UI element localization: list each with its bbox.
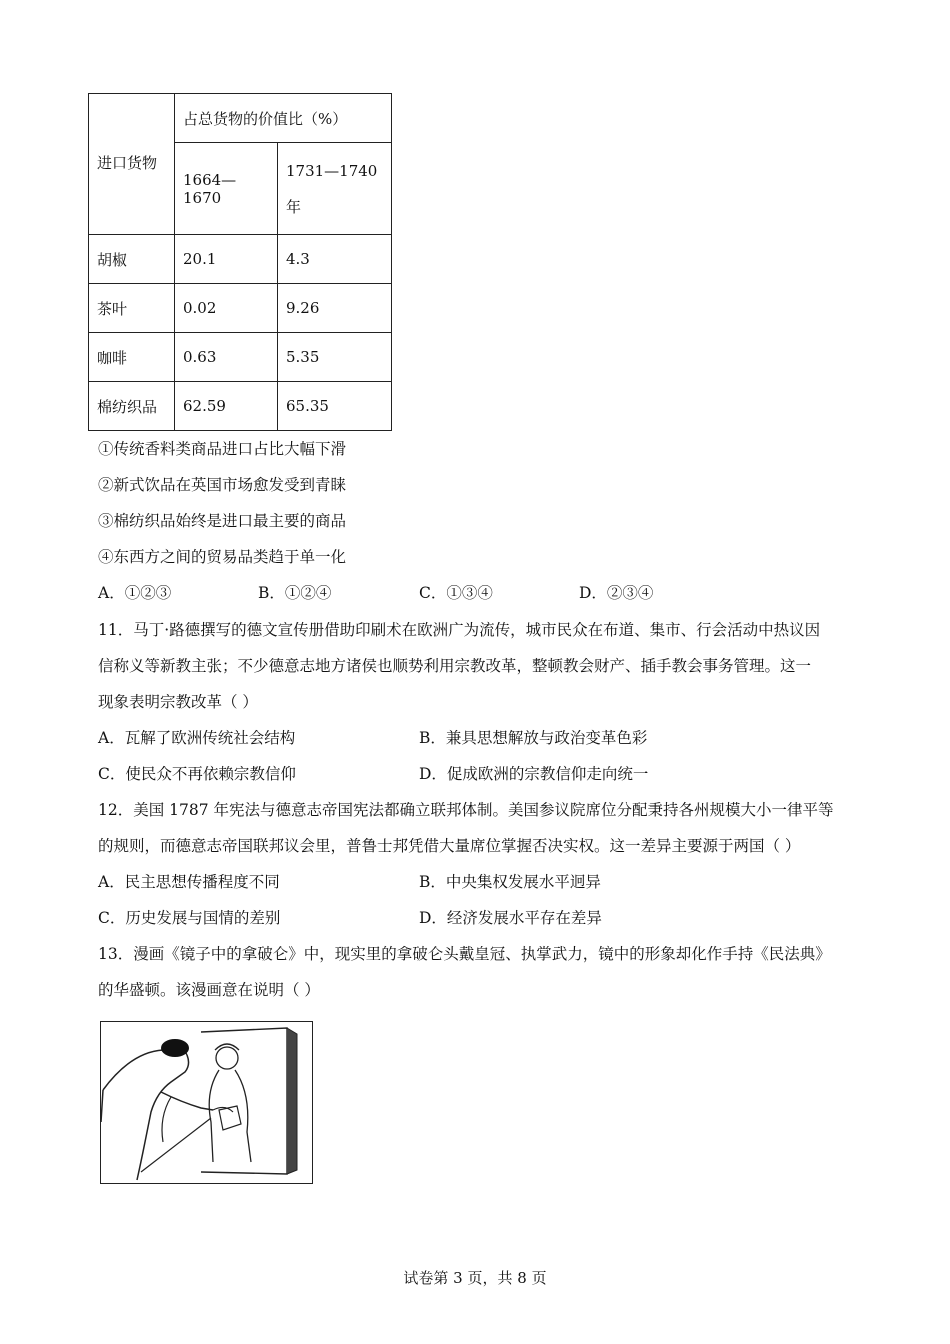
q10-option-b[interactable]: B．①②④ (258, 584, 332, 602)
cell-v1: 20.1 (175, 235, 278, 284)
cell-item: 茶叶 (89, 284, 175, 333)
page-footer: 试卷第 3 页，共 8 页 (403, 1269, 547, 1287)
q12-option-a[interactable]: A．民主思想传播程度不同 (98, 873, 280, 891)
cartoon-drawing (101, 1022, 311, 1182)
q10-option-a[interactable]: A．①②③ (98, 584, 172, 602)
statement-3: ③棉纺织品始终是进口最主要的商品 (98, 512, 347, 530)
import-goods-table (88, 93, 392, 431)
napoleon-mirror-cartoon (100, 1021, 313, 1184)
cell-v2: 4.3 (278, 235, 392, 284)
q12-option-d[interactable]: D．经济发展水平存在差异 (419, 909, 602, 927)
statement-2: ②新式饮品在英国市场愈发受到青睐 (98, 476, 347, 494)
q12-option-c[interactable]: C．历史发展与国情的差别 (98, 909, 281, 927)
table-row (89, 382, 392, 431)
period2-line1: 1731—1740 (286, 161, 378, 180)
q13-stem-line1: 13．漫画《镜子中的拿破仑》中，现实里的拿破仑头戴皇冠、执掌武力，镜中的形象却化作手持《民法典》 (98, 945, 831, 963)
period2-header (278, 143, 392, 235)
statement-4: ④东西方之间的贸易品类趋于单一化 (98, 548, 347, 566)
q11-option-d[interactable]: D．促成欧洲的宗教信仰走向统一 (419, 765, 649, 783)
q11-option-b[interactable]: B．兼具思想解放与政治变革色彩 (419, 729, 648, 747)
table-row (89, 284, 392, 333)
q11-stem-line3: 现象表明宗教改革（ ） (98, 693, 258, 711)
cell-v2: 5.35 (278, 333, 392, 382)
q12-option-b[interactable]: B．中央集权发展水平迥异 (419, 873, 601, 891)
cell-item: 棉纺织品 (89, 382, 175, 431)
group-header: 占总货物的价值比（%） (175, 94, 392, 143)
q11-stem-line2: 信称义等新教主张；不少德意志地方诸侯也顺势利用宗教改革，整顿教会财产、插手教会事务管理。这一 (98, 657, 812, 675)
row-header: 进口货物 (89, 94, 175, 235)
table-row (89, 333, 392, 382)
statement-1: ①传统香料类商品进口占比大幅下滑 (98, 440, 347, 458)
period2-line2: 年 (286, 197, 302, 216)
cell-v2: 65.35 (278, 382, 392, 431)
q12-stem-line1: 12．美国 1787 年宪法与德意志帝国宪法都确立联邦体制。美国参议院席位分配秉持各州规模大小一律平等 (98, 801, 834, 819)
cell-v2: 9.26 (278, 284, 392, 333)
cell-item: 咖啡 (89, 333, 175, 382)
q12-stem-line2: 的规则，而德意志帝国联邦议会里，普鲁士邦凭借大量席位掌握否决实权。这一差异主要源于两国（ ） (98, 837, 801, 855)
table-row (89, 235, 392, 284)
cell-v1: 0.63 (175, 333, 278, 382)
q10-option-d[interactable]: D．②③④ (579, 584, 654, 602)
q11-option-a[interactable]: A．瓦解了欧洲传统社会结构 (98, 729, 296, 747)
cell-v1: 0.02 (175, 284, 278, 333)
period1-header: 1664—1670 (175, 143, 278, 235)
cell-v1: 62.59 (175, 382, 278, 431)
cell-item: 胡椒 (89, 235, 175, 284)
q11-stem-line1: 11．马丁·路德撰写的德文宣传册借助印刷术在欧洲广为流传，城市民众在布道、集市、行会活动中热议因 (98, 621, 821, 639)
q10-option-c[interactable]: C．①③④ (419, 584, 493, 602)
q11-option-c[interactable]: C．使民众不再依赖宗教信仰 (98, 765, 296, 783)
q13-stem-line2: 的华盛顿。该漫画意在说明（ ） (98, 981, 320, 999)
